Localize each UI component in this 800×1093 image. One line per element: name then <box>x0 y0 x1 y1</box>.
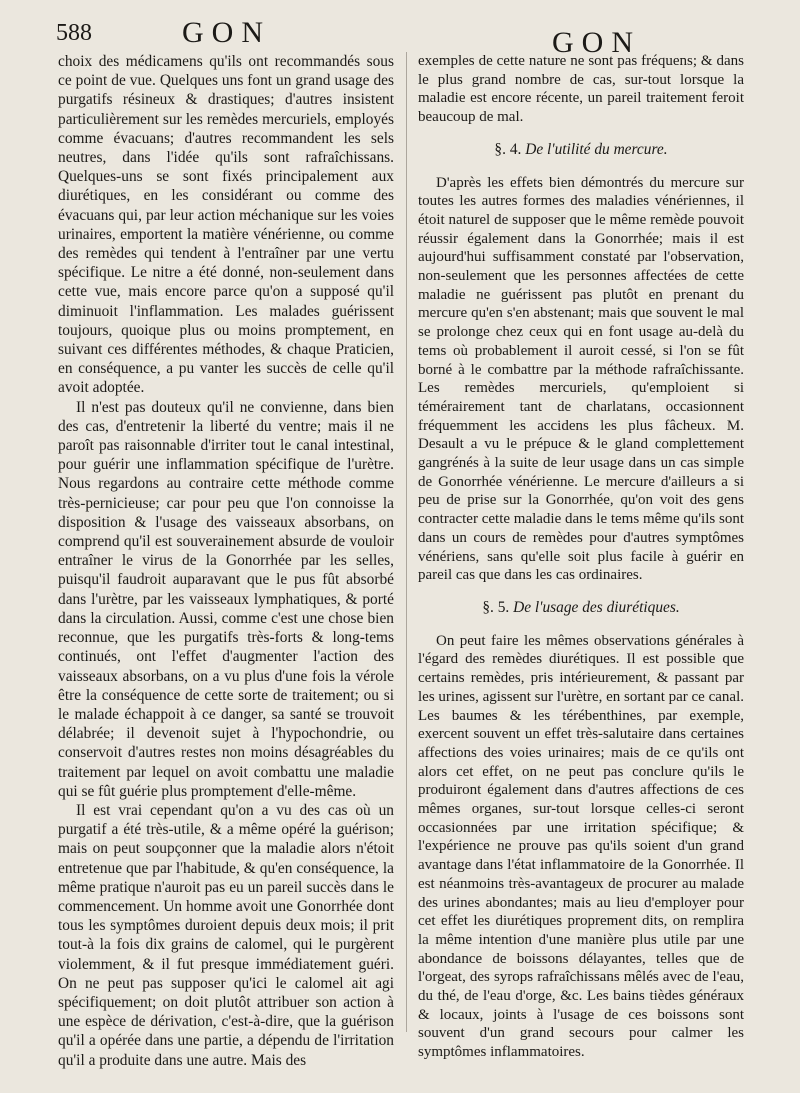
paragraph: exemples de cette nature ne sont pas fréquens; & dans le plus grand nombre de cas, sur-tout lorsque la maladie est encore récente, un pareil traitement feroit beaucoup de mal. <box>418 53 744 126</box>
section-title: De l'usage des diurétiques. <box>513 598 680 616</box>
page-number: 588 <box>56 20 92 46</box>
section-number: §. 5. <box>482 598 510 616</box>
section-heading <box>418 599 744 618</box>
running-head-right: GON <box>552 26 641 59</box>
section-title: De l'utilité du mercure. <box>525 140 668 158</box>
right-column <box>418 52 744 1062</box>
section-number: §. 4. <box>494 140 522 158</box>
paragraph: Il n'est pas douteux qu'il ne convienne, dans bien des cas, d'entretenir la liberté du ventre; mais il ne paroît pas raisonnable d'irriter tout le canal intestinal, pour guérir une inflammation spécifique de l'urètre. Nous regardons au contraire cette méthode comme très-pernicieuse; car pour peu que l'on connoisse la disposition & l'usage des vaisseaux absorbans, on comprend qu'il est souverainement absurde de vouloir entraîner le virus de la Gonorrhée par les selles, puisqu'il faudroit auparavant que le pus fût absorbé dans l'urètre, par les vaisseaux lymphatiques, & porté dans la circulation. Aussi, comme c'est une chose bien reconnue, que les purgatifs très-forts & long-tems continués, ont l'effet d'augmenter l'action des vaisseaux absorbans, on a vu plus d'une fois la vérole être la conséquence de cette sorte de traitement; ou si le malade échappoit à ce danger, sa santé se trouvoit délabrée; il devenoit sujet à l'hypochondrie, ou conservoit d'autres restes non moins désagréables du traitement par lequel on avoit combattu une maladie qui se fût guérie plus promptement d'elle-même. <box>58 398 394 800</box>
running-head-left: GON <box>182 16 271 49</box>
paragraph: choix des médicamens qu'ils ont recommandés sous ce point de vue. Quelques uns font un grand usage des purgatifs résineux & drastiques; d'autres insistent particulièrement sur les remèdes mercuriels, employés comme évacuans; d'autres recommandent les sels neutres, dans l'idée qu'ils sont rafraîchissans. Quelques-uns se sont fixés principalement aux diurétiques, en les considérant ou comme des évacuans qui, par leur action méchanique sur les voies urinaires, emportent la matière vénérienne, ou comme des remèdes qui tendent à l'entraîner par une vertu spécifique. Le nitre a été donné, non-seulement dans cette vue, mais encore parce qu'on a supposé qu'il diminuoit l'inflammation. Les malades guérissent toujours, quoique plus ou moins promptement, en suivant ces différentes méthodes, & chaque Praticien, en conséquence, a pu vanter les succès de celle qu'il avoit adoptée. <box>58 53 394 397</box>
paragraph: Il est vrai cependant qu'on a vu des cas où un purgatif a été très-utile, & a même opéré la guérison; mais on peut soupçonner que la maladie alors n'étoit entretenue que par l'habitude, & qu'en conséquence, la même pratique n'auroit pas eu un pareil succès dans le commencement. Un homme avoit une Gonorrhée dont tous les symptômes duroient depuis deux mois; il prit tout-à la fois dix grains de calomel, qui le purgèrent violemment, & il fut presque immédiatement guéri. On ne peut pas supposer qu'ici le calomel ait agi spécifiquement; on doit plutôt attribuer son action à une espèce de dérivation, c'est-à-dire, que la guérison qu'il a opérée dans une partie, a dépendu de l'irritation qu'il a produite dans une autre. Mais des <box>58 801 394 1069</box>
column-divider <box>406 52 407 1032</box>
section-heading <box>418 141 744 160</box>
paragraph: D'après les effets bien démontrés du mercure sur toutes les autres formes des maladies vénériennes, il étoit naturel de supposer que le même remède pouvoit réussir également dans la Gonorrhée; mais il est aujourd'hui suffisamment constaté par l'observation, non-seulement que les personnes affectées de cette maladie ne guérissent pas plutôt en prenant du mercure qu'en s'en abstenant; mais que souvent le mal se prolonge chez ceux qui en font usage au-delà du tems où probablement il auroit cessé, si l'on se fût borné à le combattre par la méthode rafraîchissante. Les remèdes mercuriels, qu'emploient si témérairement tant de charlatans, occasionnent fréquemment les accidens les plus fâcheux. M. Desault a vu le prépuce & le gland complettement gangrénés à la suite de leur usage dans un cas simple de Gonorrhée vénérienne. Le mercure d'ailleurs a si peu de prise sur la Gonorrhée, qu'on voit des gens contracter cette maladie dans le tems même qu'ils sont dans un cours de remèdes pour d'autres symptômes vénériens, sans qu'elle soit plus facile à guérir en pareil cas que dans les cas ordinaires. <box>418 174 744 584</box>
page-header <box>0 14 800 59</box>
left-column <box>58 52 394 1070</box>
paragraph: On peut faire les mêmes observations générales à l'égard des remèdes diurétiques. Il est possible que certains remèdes, pris intérieurement, & passant par les urines, agissent sur l'urètre, en sortant par ce canal. Les baumes & les térébenthines, par exemple, exercent souvent un effet très-salutaire dans certaines affections des voies urinaires; mais de ce qu'ils ont alors cet effet, on ne peut pas conclure qu'ils le produiront également dans d'autres affections de ces mêmes organes, sur-tout lorsque celles-ci seront occasionnées par une irritation spécifique; & l'expérience ne prouve pas qu'ils soient d'un grand avantage dans l'état inflammatoire de la Gonorrhée. Il est néanmoins très-avantageux de procurer au malade des urines abondantes; mais au lieu d'employer pour cet effet les diurétiques proprement dits, on remplira la même intention d'une manière plus utile par une abondance de boissons délayantes, telles que de l'orgeat, des syrops rafraîchissans mêlés avec de l'eau, du thé, de l'eau d'orge, &c. Les bains tièdes généraux & locaux, joints à l'usage de ces boissons sont souvent d'un grand secours pour calmer les symptômes inflammatoires. <box>418 632 744 1061</box>
